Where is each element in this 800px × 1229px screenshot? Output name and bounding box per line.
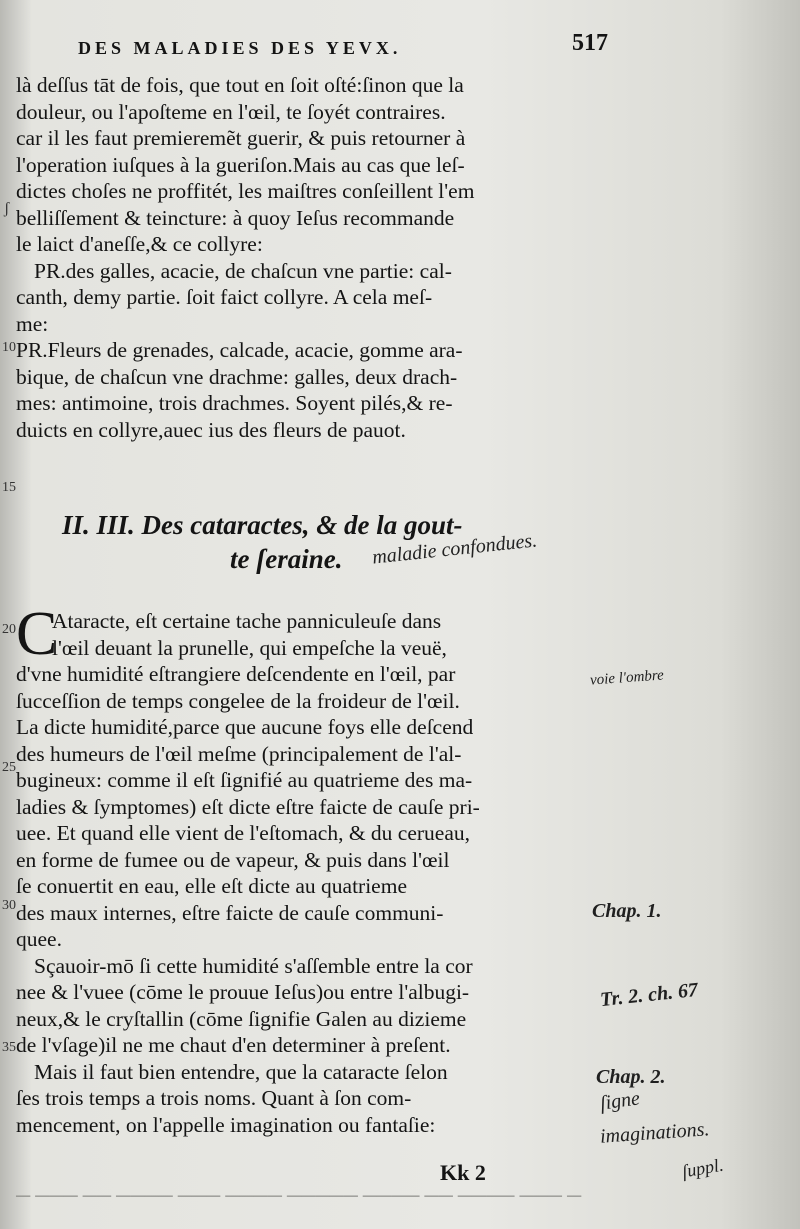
- text-line: l'operation iuſques à la gueriſon.Mais au cas que leſ-: [16, 152, 465, 177]
- text-line: nee & l'vuee (cōme le prouue Ieſus)ou entre l'albugi-: [16, 980, 470, 1004]
- text-line: uee. Et quand elle vient de l'eſtomach, & du cerueau,: [16, 821, 470, 845]
- recipe-line: canth, demy partie. ſoit faict collyre. A cela meſ-: [16, 285, 433, 309]
- recipe-line: bique, de chaſcun vne drachme: galles, deux drach-: [16, 364, 458, 389]
- text-line: car il les faut premieremẽt guerir, & puis retourner à: [16, 126, 466, 150]
- margin-note-chap-1: Chap. 1.: [592, 900, 662, 922]
- paragraph-cataract: [16, 600, 588, 953]
- text-line: belliſſement & teincture: à quoy Ieſus recommande: [16, 205, 455, 230]
- recipe-line: PR.Fleurs de grenades, calcade, acacie, gomme ara-: [16, 338, 463, 362]
- text-line: douleur, ou l'apoſteme en l'œil, te ſoyét contraires.: [16, 99, 446, 124]
- margin-note-signe: ſigne: [598, 1087, 642, 1115]
- recipe-line: duicts en collyre,auec ius des fleurs de pauot.: [16, 417, 406, 442]
- line-number: 15: [2, 480, 16, 495]
- text-line: ladies & ſymptomes) eſt dicte eſtre faicte de cauſe pri-: [16, 794, 480, 819]
- text-line: ſes trois temps a trois noms. Quant à ſon com-: [16, 1086, 412, 1110]
- text-line: neux,& le cryſtallin (cōme ſignifie Galen au dizieme: [16, 1006, 467, 1031]
- text-line: là deſſus tāt de fois, que tout en ſoit oſté:ſinon que la: [16, 73, 464, 97]
- text-line: d'vne humidité eſtrangiere deſcendente en l'œil, par: [16, 662, 456, 686]
- margin-note-imagination: imaginations.: [599, 1118, 711, 1148]
- running-head: DES MALADIES DES YEVX.: [78, 38, 402, 58]
- heading-line: te ſeraine.: [230, 544, 343, 574]
- text-line: en forme de fumee ou de vapeur, & puis dans l'œil: [16, 847, 450, 872]
- line-number: 10: [2, 340, 16, 355]
- text-line: bugineux: comme il eſt ſignifié au quatrieme des ma-: [16, 768, 473, 792]
- text-line: dictes choſes ne proffitét, les maiſtres conſeillent l'em: [16, 179, 475, 203]
- text-line: l'œil deuant la prunelle, qui empeſche la veuë,: [52, 635, 447, 660]
- text-line: ſe conuertit en eau, elle eſt dicte au quatrieme: [16, 874, 407, 898]
- handwritten-annotation: maladie confondues.: [371, 529, 539, 569]
- catchword: Kk 2: [440, 1160, 486, 1185]
- margin-scribble: ſuppl.: [680, 1154, 725, 1182]
- margin-note-tr: Tr. 2. ch. 67: [599, 978, 699, 1012]
- drop-cap: C: [16, 600, 58, 668]
- margin-scribble: voie l'ombre: [589, 667, 665, 689]
- bleed-through-text: ─ ─── ── ──── ─── ──── ───── ──── ── ──── ─── ─: [16, 1185, 582, 1207]
- line-number: 30: [2, 898, 16, 913]
- text-line: quee.: [16, 927, 62, 951]
- text-line: des humeurs de l'œil meſme (principalement de l'al-: [16, 741, 462, 766]
- text-line: Mais il faut bien entendre, que la cataracte ſelon: [34, 1059, 448, 1084]
- recipe-line: PR.des galles, acacie, de chaſcun vne partie: cal-: [34, 258, 452, 283]
- text-line: des maux internes, eſtre faicte de cauſe communi-: [16, 900, 444, 925]
- line-number: 25: [2, 760, 16, 775]
- recipe-line: me:: [16, 311, 49, 336]
- text-line: ſucceſſion de temps congelee de la froideur de l'œil.: [16, 688, 460, 713]
- heading-line: II. III. Des cataractes, & de la gout-: [62, 510, 463, 540]
- text-line: de l'vſage)il ne me chaut d'en determiner à preſent.: [16, 1033, 451, 1057]
- text-line: mencement, on l'appelle imagination ou fantaſie:: [16, 1112, 436, 1137]
- text-block-lower: [16, 600, 588, 1138]
- line-number: 20: [2, 622, 16, 637]
- text-line: Sçauoir-mō ſi cette humidité s'aſſemble entre la cor: [34, 953, 473, 978]
- text-line: le laict d'aneſſe,& ce collyre:: [16, 232, 263, 256]
- margin-mark: ʃ: [4, 200, 10, 217]
- text-block-upper: [16, 72, 588, 443]
- margin-note-chap-2: Chap. 2.: [596, 1066, 666, 1088]
- section-heading: [62, 508, 622, 576]
- text-line: La dicte humidité,parce que aucune foys elle deſcend: [16, 715, 474, 739]
- line-number: 35: [2, 1040, 16, 1055]
- recipe-line: mes: antimoine, trois drachmes. Soyent pilés,& re-: [16, 391, 453, 415]
- text-line: Ataracte, eſt certaine tache panniculeuſe dans: [52, 609, 442, 633]
- page-number: 517: [572, 30, 608, 56]
